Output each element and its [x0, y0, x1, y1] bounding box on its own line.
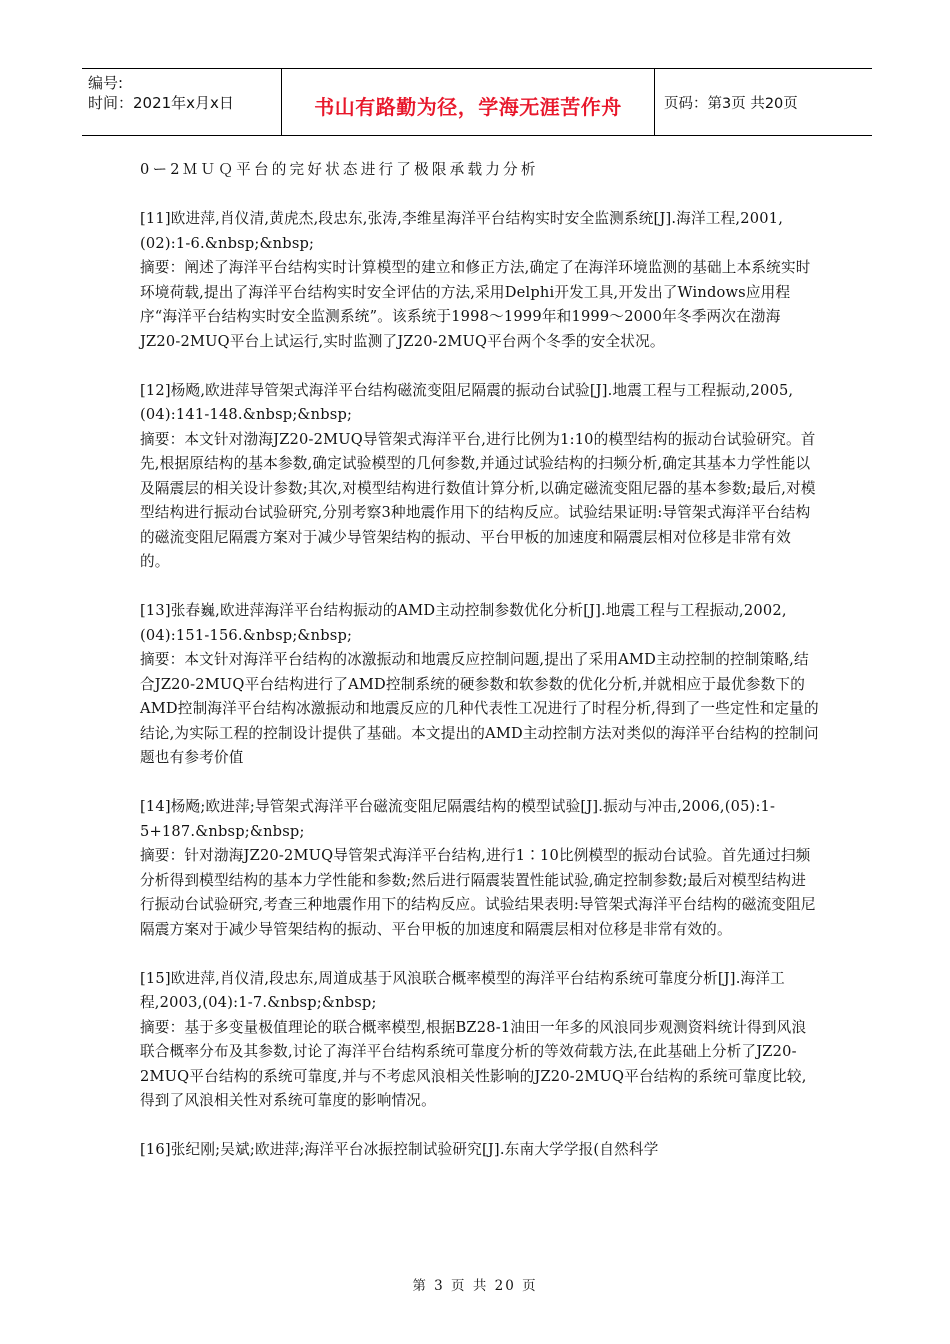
reference-citation: [13]张春巍,欧进萍海洋平台结构振动的AMD主动控制参数优化分析[J].地震工程与工程振动,2002,(04):151-156.&nbsp;&nbsp;: [140, 602, 787, 644]
reference-abstract: 摘要：本文针对渤海JZ20-2MUQ导管架式海洋平台,进行比例为1:10的模型结构的振动台试验研究。首先,根据原结构的基本参数,确定试验模型的几何参数,并通过试验结构的扫频分析,确定其基本力学性能以及隔震层的相关设计参数;其次,对模型结构进行数值计算分析,以确定磁流变阻尼器的基本参数;最后,对模型结构进行振动台试验研究,分别考察3种地震作用下的结构反应。试验结果证明:导管架式海洋平台结构的磁流变阻尼隔震方案对于减少导管架结构的振动、平台甲板的加速度和隔震层相对位移是非常有效的。: [140, 430, 816, 570]
header-motto-cell: [282, 69, 655, 135]
reference-citation: [14]杨飏;欧进萍;导管架式海洋平台磁流变阻尼隔震结构的模型试验[J].振动与冲击,2006,(05):1-5+187.&nbsp;&nbsp;: [140, 798, 776, 840]
document-number-label: 编号:: [88, 74, 124, 92]
reference-citation: [11]欧进萍,肖仪清,黄虎杰,段忠东,张涛,李维星海洋平台结构实时安全监测系统[J].海洋工程,2001,(02):1-6.&nbsp;&nbsp;: [140, 210, 784, 252]
reference-entry: [140, 379, 820, 575]
header-meta: [82, 69, 282, 135]
reference-entry: [140, 967, 820, 1114]
reference-entry: [140, 599, 820, 771]
reference-abstract: 摘要：针对渤海JZ20-2MUQ导管架式海洋平台结构,进行1∶10比例模型的振动台试验。首先通过扫频分析得到模型结构的基本力学性能和参数;然后进行隔震装置性能试验,确定控制参数;最后对模型结构进行振动台试验研究,考查三种地震作用下的结构反应。试验结果表明:导管架式海洋平台结构的磁流变阻尼隔震方案对于减少导管架结构的振动、平台甲板的加速度和隔震层相对位移是非常有效的。: [140, 847, 816, 938]
reference-entry: [140, 795, 820, 942]
reference-abstract: 摘要：阐述了海洋平台结构实时计算模型的建立和修正方法,确定了在海洋环境监测的基础上本系统实时环境荷载,提出了海洋平台结构实时安全评估的方法,采用Delphi开发工具,开发出了Windows应用程序“海洋平台结构实时安全监测系统”。该系统于1998～1999年和1999～2000年冬季两次在渤海JZ20-2MUQ平台上试运行,实时监测了JZ20-2MUQ平台两个冬季的安全状况。: [140, 259, 811, 350]
intro-line: 0ー2ＭＵＱ平台的完好状态进行了极限承载力分析: [140, 161, 539, 178]
reference-citation-partial: [16]张纪刚;吴斌;欧进萍;海洋平台冰振控制试验研究[J].东南大学学报(自然科学: [140, 1141, 659, 1158]
document-body: [140, 158, 820, 1163]
reference-citation: [15]欧进萍,肖仪清,段忠东,周道成基于风浪联合概率模型的海洋平台结构系统可靠度分析[J].海洋工程,2003,(04):1-7.&nbsp;&nbsp;: [140, 969, 785, 1011]
header-page-info: 页码：第3页 共20页: [664, 95, 798, 112]
motto: 书山有路勤为径，学海无涯苦作舟: [314, 94, 622, 119]
page-header: [82, 68, 872, 136]
date-line: 时间：2021年x月x日: [88, 94, 234, 112]
reference-entry: [140, 207, 820, 354]
reference-abstract: 摘要：本文针对海洋平台结构的冰激振动和地震反应控制问题,提出了采用AMD主动控制的控制策略,结合JZ20-2MUQ平台结构进行了AMD控制系统的硬参数和软参数的优化分析,并就相应于最优参数下的AMD控制海洋平台结构冰激振动和地震反应的几种代表性工况进行了时程分析,得到了一些定性和定量的结论,为实际工程的控制设计提供了基础。本文提出的AMD主动控制方法对类似的海洋平台结构的控制问题也有参考价值: [140, 651, 819, 766]
page-footer: 第 3 页 共 20 页: [412, 1278, 538, 1294]
reference-citation: [12]杨飏,欧进萍导管架式海洋平台结构磁流变阻尼隔震的振动台试验[J].地震工程与工程振动,2005,(04):141-148.&nbsp;&nbsp;: [140, 381, 794, 423]
reference-abstract: 摘要：基于多变量极值理论的联合概率模型,根据BZ28-1油田一年多的风浪同步观测资料统计得到风浪联合概率分布及其参数,讨论了海洋平台结构系统可靠度分析的等效荷载方法,在此基础上分析了JZ20-2MUQ平台结构的系统可靠度,并与不考虑风浪相关性影响的JZ20-2MUQ平台结构的系统可靠度比较,得到了风浪相关性对系统可靠度的影响情况。: [140, 1018, 807, 1109]
